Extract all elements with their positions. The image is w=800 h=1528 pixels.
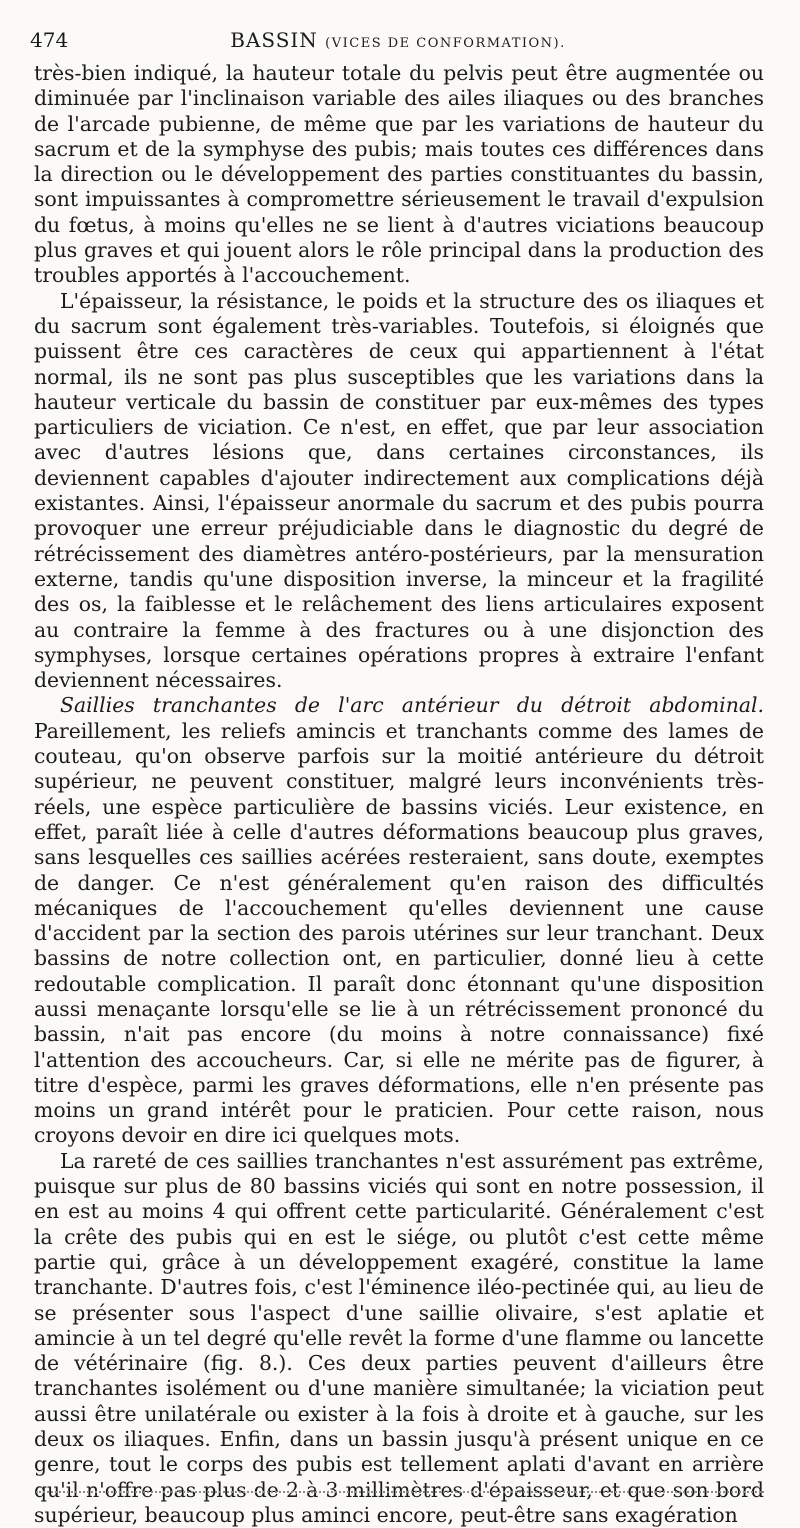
- paragraph-4: La rareté de ces saillies tranchantes n'est assurément pas extrême, puisque sur plus de 80 bassins viciés qui sont en notre possession, il en est au moins 4 qui offrent cette particularité. Généralement c'est la crête des pubis qui en est le siége, ou plutôt c'est cette même partie qui, grâce à un développement exagéré, constitue la lame tranchante. D'autres fois, c'est l'éminence iléo-pectinée qui, au lieu de se présenter sous l'aspect d'une saillie olivaire, s'est aplatie et amincie à un tel degré qu'elle revêt la forme d'une flamme ou lancette de vétérinaire (fig. 8.). Ces deux parties peuvent d'ailleurs être tranchantes isolément ou d'une manière simultanée; la viciation peut aussi être unilatérale ou exister à la fois à droite et à gauche, sur les deux os iliaques. Enfin, dans un bassin jusqu'à présent unique en ce genre, tout le corps des pubis est tellement aplati d'avant en arrière qu'il n'offre pas plus de 2 à 3 millimètres d'épaisseur, et que son bord supérieur, beaucoup plus aminci encore, peut-être sans exagération: [34, 1148, 764, 1527]
- running-title-main: BASSIN: [230, 28, 318, 52]
- paragraph-2: L'épaisseur, la résistance, le poids et la structure des os iliaques et du sacrum sont également très-variables. Toutefois, si éloignés que puissent être ces caractères de ceux qui appartiennent à l'état normal, ils ne sont pas plus susceptibles que les variations dans la hauteur verticale du bassin de constituer par eux-mêmes des types particuliers de viciation. Ce n'est, en effet, que par leur association avec d'autres lésions que, dans certaines circonstances, ils deviennent capables d'ajouter indirectement aux complications déjà existantes. Ainsi, l'épaisseur anormale du sacrum et des pubis pourra provoquer une erreur préjudiciable dans le diagnostic du degré de rétrécissement des diamètres antéro-postérieurs, par la mensuration externe, tandis qu'une disposition inverse, la minceur et la fragilité des os, la faiblesse et le relâchement des liens articulaires exposent au contraire la femme à des fractures ou à une disjonction des symphyses, lorsque certaines opérations propres à extraire l'enfant deviennent nécessaires.: [34, 288, 764, 693]
- paragraph-3: [34, 693, 764, 1148]
- running-title-sub: (VICES DE CONFORMATION).: [325, 36, 566, 51]
- page-header: [30, 28, 766, 56]
- body-text: [34, 61, 764, 1528]
- paragraph-3-text: Pareillement, les reliefs amincis et tranchants comme des lames de couteau, qu'on observe parfois sur la moitié antérieure du détroit supérieur, ne peuvent constituer, malgré leurs inconvénients très-réels, une espèce particulière de bassins viciés. Leur existence, en effet, paraît liée à celle d'autres déformations beaucoup plus graves, sans lesquelles ces saillies acérées resteraient, sans doute, exemptes de danger. Ce n'est généralement qu'en raison des difficultés mécaniques de l'accouchement qu'elles deviennent une cause d'accident par la section des parois utérines sur leur tranchant. Deux bassins de notre collection ont, en particulier, donné lieu à cette redoutable complication. Il paraît donc étonnant qu'une disposition aussi menaçante lorsqu'elle se lie à un rétrécissement prononcé du bassin, n'ait pas encore (du moins à notre connaissance) fixé l'attention des accoucheurs. Car, si elle ne mérite pas de figurer, à titre d'espèce, parmi les graves déformations, elle n'en présente pas moins un grand intérêt pour le praticien. Pour cette raison, nous croyons devoir en dire ici quelques mots.: [34, 718, 764, 1148]
- section-heading: Saillies tranchantes de l'arc antérieur du détroit abdominal.: [60, 693, 764, 718]
- running-title: [30, 28, 766, 52]
- footer-dotted-rule: [36, 1491, 764, 1493]
- paragraph-1: très-bien indiqué, la hauteur totale du pelvis peut être augmentée ou diminuée par l'inclinaison variable des ailes iliaques ou des branches de l'arcade pubienne, de même que par les variations de hauteur du sacrum et de la symphyse des pubis; mais toutes ces différences dans la direction ou le développement des parties constituantes du bassin, sont impuissantes à compromettre sérieusement le travail d'expulsion du fœtus, à moins qu'elles ne se lient à d'autres viciations beaucoup plus graves et qui jouent alors le rôle principal dans la production des troubles apportés à l'accouchement.: [34, 61, 764, 288]
- page-number: 474: [30, 28, 69, 52]
